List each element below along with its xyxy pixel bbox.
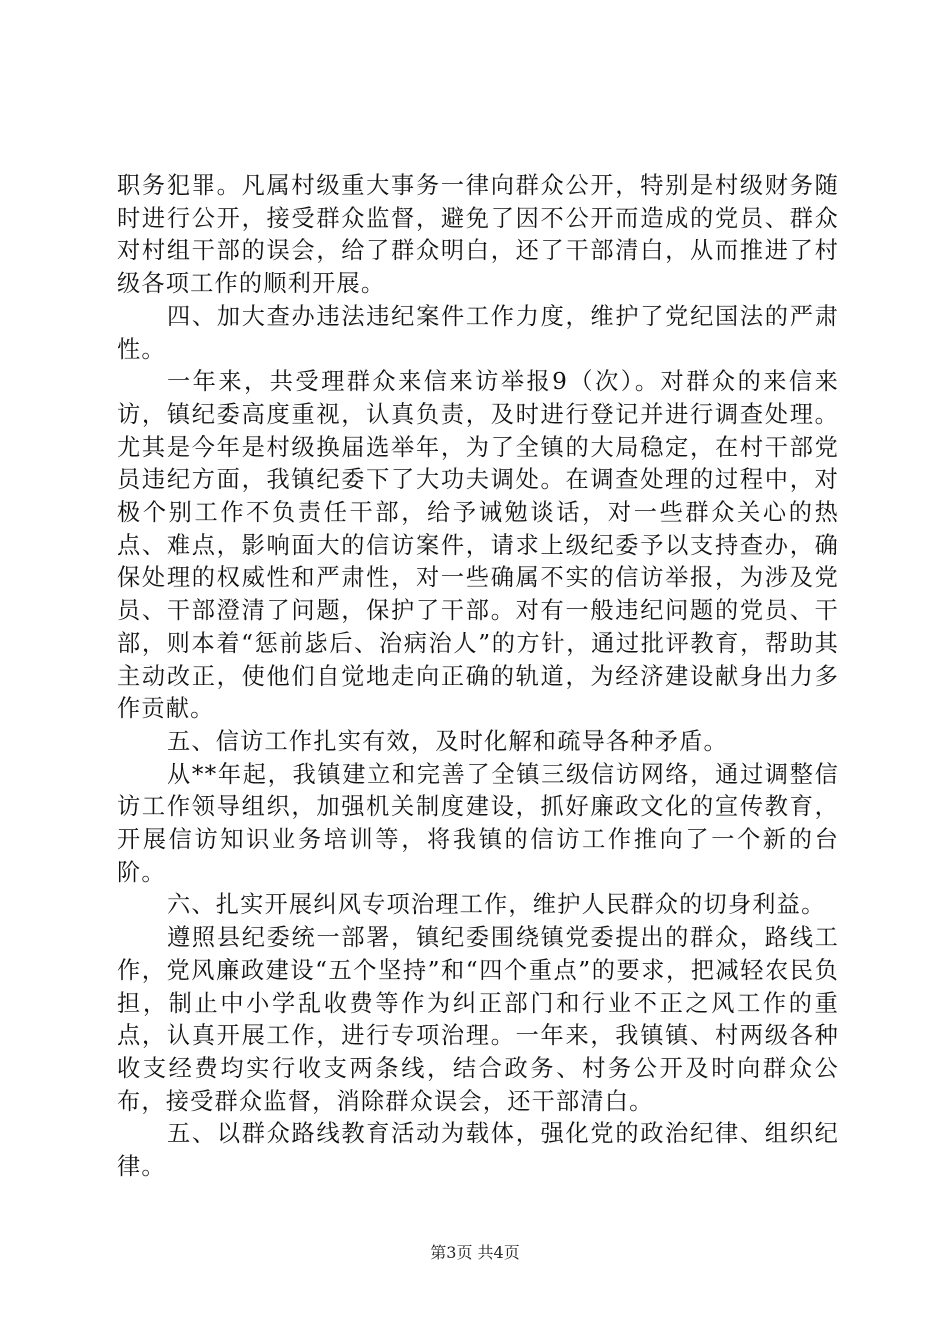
section-heading-five-mass-line: 五、以群众路线教育活动为载体，强化党的政治纪律、组织纪律。	[117, 1120, 839, 1181]
paragraph-petition-network: 从**年起，我镇建立和完善了全镇三级信访网络，通过调整信访工作领导组织，加强机关制度建设，抓好廉政文化的宣传教育，开展信访知识业务培训等，将我镇的信访工作推向了一个新的台阶。	[117, 760, 839, 886]
section-heading-five-petitions: 五、信访工作扎实有效，及时化解和疏导各种矛盾。	[167, 727, 728, 755]
section-heading-six: 六、扎实开展纠风专项治理工作，维护人民群众的切身利益。	[167, 891, 826, 919]
page-number-label: 第3页 共4页	[430, 1243, 520, 1262]
paragraph-continuation: 职务犯罪。凡属村级重大事务一律向群众公开，特别是村级财务随时进行公开，接受群众监督，避免了因不公开而造成的党员、群众对村组干部的误会，给了群众明白，还了干部清白，从而推进了村级各项工作的顺利开展。	[117, 172, 839, 298]
paragraph-complaints-handling: 一年来，共受理群众来信来访举报9（次）。对群众的来信来访，镇纪委高度重视，认真负责，及时进行登记并进行调查处理。尤其是今年是村级换届选举年，为了全镇的大局稳定，在村干部党员违纪方面，我镇纪委下了大功夫调处。在调查处理的过程中，对极个别工作不负责任干部，给予诫勉谈话，对一些群众关心的热点、难点，影响面大的信访案件，请求上级纪委予以支持查办，确保处理的权威性和严肃性，对一些确属不实的信访举报，为涉及党员、干部澄清了问题，保护了干部。对有一般违纪问题的党员、干部，则本着“惩前毖后、治病治人”的方针，通过批评教育，帮助其主动改正，使他们自觉地走向正确的轨道，为经济建设献身出力多作贡献。	[117, 368, 839, 723]
section-heading-four: 四、加大查办违法违纪案件工作力度，维护了党纪国法的严肃性。	[117, 302, 839, 363]
document-body	[117, 170, 839, 1184]
page-footer	[0, 1243, 950, 1263]
paragraph-special-governance: 遵照县纪委统一部署，镇纪委围绕镇党委提出的群众，路线工作，党风廉政建设“五个坚持”和“四个重点”的要求，把减轻农民负担，制止中小学乱收费等作为纠正部门和行业不正之风工作的重点，认真开展工作，进行专项治理。一年来，我镇镇、村两级各种收支经费均实行收支两条线，结合政务、村务公开及时向群众公布，接受群众监督，消除群众误会，还干部清白。	[117, 924, 839, 1115]
